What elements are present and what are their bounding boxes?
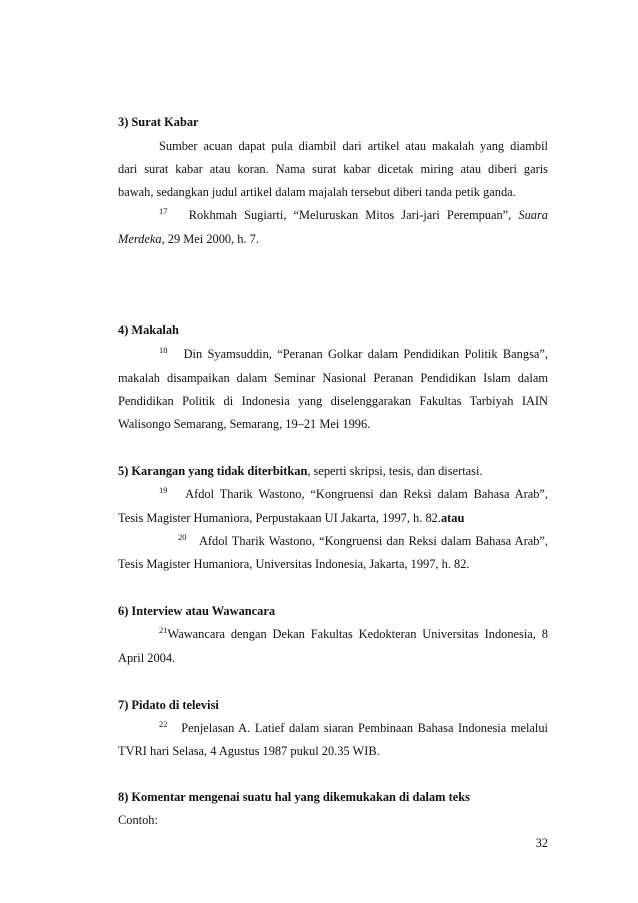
footnote-17-text: Rokhmah Sugiarti, “Meluruskan Mitos Jari-jari Perempuan”, — [188, 208, 512, 222]
section-5-heading-bold: 5) Karangan yang tidak diterbitkan — [118, 464, 308, 478]
footnote-18-line-1 — [159, 346, 548, 362]
footnote-19-text: Afdol Tharik Wastono, “Kongruensi dan Reksi dalam Bahasa Arab”, — [185, 487, 549, 501]
section-5-heading-rest: , seperti skripsi, tesis, dan disertasi. — [307, 464, 483, 478]
footnote-19-text-2: Tesis Magister Humaniora, Perpustakaan UI Jakarta, 1997, h. 82. — [118, 511, 441, 525]
atau-word: atau — [440, 511, 465, 525]
footnote-17-italic-1: Suara — [518, 208, 548, 222]
footnote-17-line-1 — [159, 207, 548, 223]
footnote-20-line-2: Tesis Magister Humaniora, Universitas Indonesia, Jakarta, 1997, h. 82. — [118, 557, 470, 571]
page-number: 32 — [535, 836, 548, 850]
footnote-19-line-1 — [159, 486, 548, 502]
footnote-17-italic-2: Merdeka — [118, 232, 162, 246]
footnote-22-text: Penjelasan A. Latief dalam siaran Pembinaan Bahasa Indonesia melalui — [181, 721, 548, 735]
footnote-21-line-2: April 2004. — [118, 651, 176, 665]
section-3-line-3: bawah, sedangkan judul artikel dalam majalah tersebut diberi tanda petik ganda. — [118, 185, 516, 199]
section-3-line-1: Sumber acuan dapat pula diambil dari artikel atau makalah yang diambil — [159, 139, 548, 153]
section-8-heading: 8) Komentar mengenai suatu hal yang dikemukakan di dalam teks — [118, 790, 470, 804]
section-6-heading: 6) Interview atau Wawancara — [118, 604, 276, 618]
footnote-21-text: Wawancara dengan Dekan Fakultas Kedokteran Universitas Indonesia, 8 — [167, 627, 548, 641]
section-4-heading: 4) Makalah — [118, 323, 179, 337]
footnote-20-line-1 — [178, 533, 548, 549]
section-3-line-2: dari surat kabar atau koran. Nama surat kabar dicetak miring atau diberi garis — [118, 162, 548, 176]
footnote-18-number: 18 — [159, 345, 168, 355]
footnote-17-text-after: , 29 Mei 2000, h. 7. — [161, 232, 259, 246]
footnote-20-text: Afdol Tharik Wastono, “Kongruensi dan Reksi dalam Bahasa Arab”, — [198, 534, 548, 548]
footnote-20-number: 20 — [178, 532, 187, 542]
footnote-22-line-2: TVRI hari Selasa, 4 Agustus 1987 pukul 20.35 WIB. — [118, 744, 380, 758]
footnote-21-line-1 — [159, 626, 548, 642]
section-8-line-1: Contoh: — [118, 813, 158, 827]
footnote-18-text: Din Syamsuddin, “Peranan Golkar dalam Pendidikan Politik Bangsa”, — [183, 347, 548, 361]
footnote-18-line-4: Walisongo Semarang, Semarang, 19–21 Mei 1996. — [118, 417, 371, 431]
footnote-19-line-2 — [118, 510, 548, 526]
section-7-heading: 7) Pidato di televisi — [118, 698, 219, 712]
footnote-19-number: 19 — [159, 485, 168, 495]
footnote-18-line-2: makalah disampaikan dalam Seminar Nasional Peranan Pendidikan Islam dalam — [118, 371, 548, 385]
footnote-22-line-1 — [159, 720, 548, 736]
footnote-21-number: 21 — [159, 625, 168, 635]
footnote-18-line-3: Pendidikan Politik di Indonesia yang diselenggarakan Fakultas Tarbiyah IAIN — [118, 394, 548, 408]
footnote-17-line-2 — [118, 231, 548, 247]
footnote-17-number: 17 — [159, 206, 168, 216]
footnote-22-number: 22 — [159, 719, 168, 729]
section-5-heading — [118, 463, 548, 479]
section-3-heading: 3) Surat Kabar — [118, 115, 199, 129]
